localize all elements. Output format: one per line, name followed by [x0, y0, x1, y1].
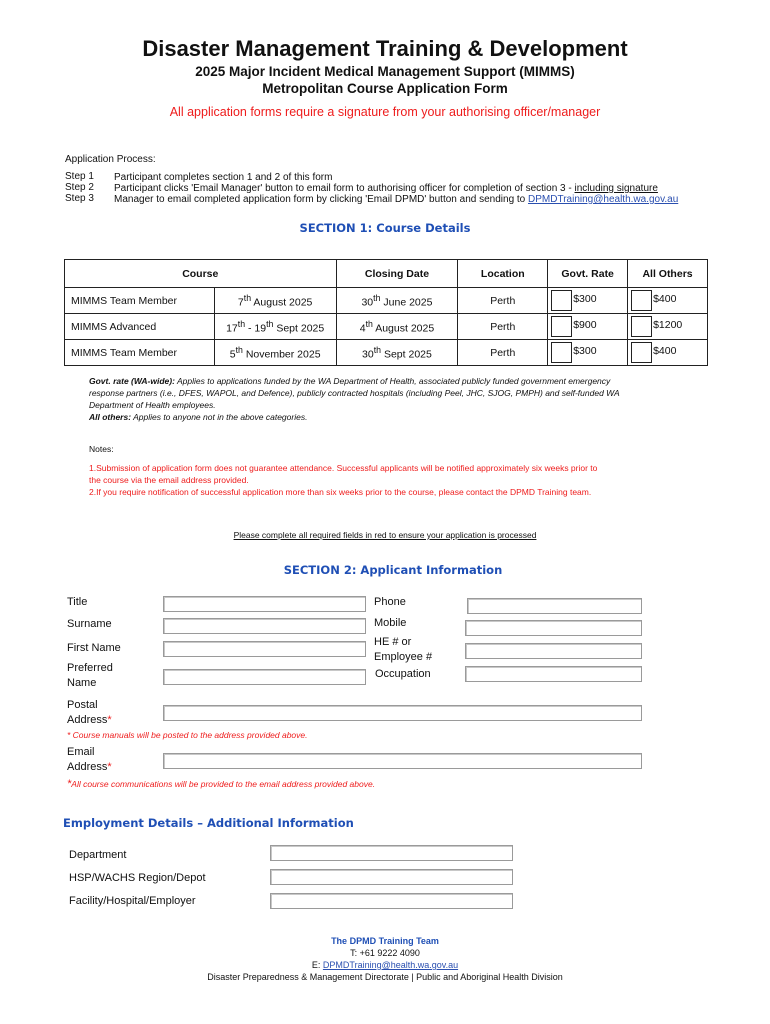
others-rate-cell [628, 340, 708, 366]
department-field[interactable] [270, 845, 513, 861]
preferred-name-label: Preferred Name [67, 662, 113, 689]
step-2-text: Participant clicks 'Email Manager' button to email form to authorising officer for completion of section 3 - including signature [114, 183, 658, 194]
table-row [65, 340, 708, 366]
course-header: Course [65, 260, 337, 288]
course-name: MIMMS Team Member [65, 288, 215, 314]
govt-rate-checkbox[interactable] [551, 316, 572, 337]
step-1-text: Participant completes section 1 and 2 of this form [114, 172, 333, 183]
govt-rate-value: $900 [573, 319, 597, 331]
others-rate-value: $400 [653, 345, 677, 357]
course-date: 5th November 2025 [214, 340, 336, 366]
signature-notice: All application forms require a signature from your authorising officer/manager [169, 105, 601, 119]
email-address-hint: *All course communications will be provided to the email address provided above. [67, 778, 376, 790]
closing-date: 4th August 2025 [336, 314, 458, 340]
department-label: Department [69, 849, 127, 861]
email-address-label: Email Address* [67, 746, 112, 773]
section-1-heading: SECTION 1: Course Details [299, 221, 471, 235]
required-fields-notice: Please complete all required fields in red to ensure your application is processed [233, 530, 537, 540]
closing-date-header: Closing Date [336, 260, 458, 288]
note-1: 1.Submission of application form does not guarantee attendance. Successful applicants will be notified approximately six weeks prior to [89, 463, 598, 473]
employee-number-label: HE # or Employee # [374, 636, 433, 663]
step-3-label: Step 3 [65, 193, 94, 204]
course-date: 7th August 2025 [214, 288, 336, 314]
notes-list [89, 462, 689, 498]
postal-address-field[interactable] [163, 705, 642, 721]
title-field[interactable] [163, 596, 366, 612]
footer-team: The DPMD Training Team [331, 936, 439, 946]
region-field[interactable] [270, 869, 513, 885]
footer-phone: T: +61 9222 4090 [350, 948, 420, 958]
first-name-label: First Name [67, 642, 121, 654]
process-label: Application Process: [65, 154, 156, 165]
others-rate-checkbox[interactable] [631, 290, 652, 311]
govt-rate-checkbox[interactable] [551, 290, 572, 311]
surname-field[interactable] [163, 618, 366, 634]
others-rate-checkbox[interactable] [631, 316, 652, 337]
mobile-field[interactable] [465, 620, 642, 636]
others-rate-cell [628, 288, 708, 314]
email-address-field[interactable] [163, 753, 642, 769]
occupation-label: Occupation [375, 668, 431, 680]
rate-note: Govt. rate (WA-wide): Applies to applications funded by the WA Department of Health, associated publicly funded government emergency response partners (i.e., DFES, WAPOL, and Defence), publicly contracted hospitals (including Peel, JHC, SJOG, PMPH) and self-funded WA Department of Health employees. All others: Applies to anyone not in the above categories. [89, 376, 620, 422]
employee-number-field[interactable] [465, 643, 642, 659]
preferred-name-field[interactable] [163, 669, 366, 685]
closing-date: 30th Sept 2025 [336, 340, 458, 366]
footer-email-link[interactable]: DPMDTraining@health.wa.gov.au [322, 960, 459, 970]
govt-rate-value: $300 [573, 345, 597, 357]
govt-rate-value: $300 [573, 293, 597, 305]
postal-address-label: Postal Address* [67, 699, 112, 726]
footer-directorate: Disaster Preparedness & Management Directorate | Public and Aboriginal Health Division [207, 972, 563, 982]
form-subtitle-2: Metropolitan Course Application Form [262, 81, 508, 96]
title-label: Title [67, 596, 88, 608]
region-label: HSP/WACHS Region/Depot [69, 872, 206, 884]
section-2-heading: SECTION 2: Applicant Information [283, 563, 503, 577]
others-rate-checkbox[interactable] [631, 342, 652, 363]
course-name: MIMMS Team Member [65, 340, 215, 366]
form-subtitle: 2025 Major Incident Medical Management Support (MIMMS) [195, 64, 575, 79]
location: Perth [458, 340, 548, 366]
dpmd-email-link[interactable]: DPMDTraining@health.wa.gov.au [528, 194, 679, 205]
govt-rate-cell [548, 340, 628, 366]
govt-rate-cell [548, 314, 628, 340]
others-rate-value: $400 [653, 293, 677, 305]
phone-field[interactable] [467, 598, 642, 614]
notes-label: Notes: [89, 444, 114, 454]
employment-heading: Employment Details – Additional Information [63, 816, 354, 830]
postal-address-hint: * Course manuals will be posted to the address provided above. [67, 730, 308, 740]
all-others-header: All Others [628, 260, 708, 288]
note-2: 2.If you require notification of successful application more than six weeks prior to the course, please contact the DPMD Training team. [89, 487, 592, 497]
facility-field[interactable] [270, 893, 513, 909]
closing-date: 30th June 2025 [336, 288, 458, 314]
phone-label: Phone [374, 596, 406, 608]
course-date: 17th - 19th Sept 2025 [214, 314, 336, 340]
course-table [64, 259, 708, 366]
step-1-label: Step 1 [65, 171, 94, 182]
location: Perth [458, 314, 548, 340]
table-row [65, 288, 708, 314]
footer-email: E: DPMDTraining@health.wa.gov.au [311, 960, 459, 970]
mobile-label: Mobile [374, 617, 407, 629]
location: Perth [458, 288, 548, 314]
signature-emphasis: including signature [574, 183, 658, 194]
others-rate-value: $1200 [653, 319, 683, 331]
note-1-cont: the course via the email address provided. [89, 475, 249, 485]
facility-label: Facility/Hospital/Employer [69, 895, 196, 907]
others-rate-cell [628, 314, 708, 340]
first-name-field[interactable] [163, 641, 366, 657]
govt-rate-cell [548, 288, 628, 314]
govt-rate-checkbox[interactable] [551, 342, 572, 363]
location-header: Location [458, 260, 548, 288]
course-table-header [65, 260, 708, 288]
step-2-label: Step 2 [65, 182, 94, 193]
table-row [65, 314, 708, 340]
govt-rate-header: Govt. Rate [548, 260, 628, 288]
occupation-field[interactable] [465, 666, 642, 682]
course-name: MIMMS Advanced [65, 314, 215, 340]
surname-label: Surname [67, 618, 112, 630]
step-3-text: Manager to email completed application form by clicking 'Email DPMD' button and sending to DPMDTraining@health.wa.gov.au [114, 194, 679, 205]
form-title: Disaster Management Training & Development [142, 36, 628, 61]
